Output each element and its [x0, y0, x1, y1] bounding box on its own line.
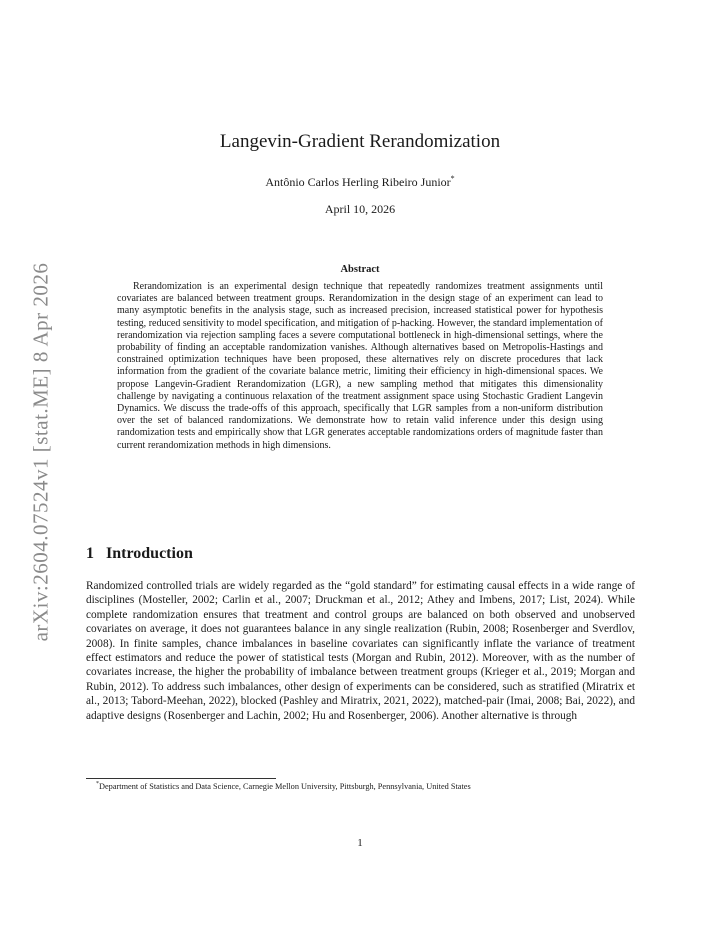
abstract-heading: Abstract [340, 264, 380, 275]
page-number: 1 [357, 837, 363, 849]
section-title: Introduction [106, 545, 193, 562]
paper-date: April 10, 2026 [324, 202, 396, 216]
author-footnote-mark: * [450, 174, 455, 183]
footnote-text: Department of Statistics and Data Science, Carnegie Mellon University, Pittsburgh, Pennsylvania, United States [99, 781, 471, 791]
footnote [96, 781, 471, 791]
introduction-text: Randomized controlled trials are widely regarded as the “gold standard” for estimating causal effects in a wide range of disciplines (Mosteller, 2002; Carlin et al., 2007; Druckman et al., 2012; Athey and Imbens, 2017; List, 2024). While complete randomization ensures that treatment and control groups are balanced on both observed and unobserved covariates on average, it does not guarantees balance in any single realization (Rubin, 2008; Rosenberger and Sverdlov, 2008). In finite samples, chance imbalances in baseline covariates can significantly inflate the variance of treatment effect estimators and reduce the power of statistical tests (Morgan and Rubin, 2012). Moreover, with as the number of covariates increase, the higher the probability of imbalance between treatment groups (Krieger et al., 2019; Morgan and Rubin, 2012). To address such imbalances, other design of experiments can be considered, such as stratified (Miratrix et al., 2013; Tabord-Meehan, 2022), blocked (Pashley and Miratrix, 2021, 2022), matched-pair (Imai, 2008; Bai, 2022), and adaptive designs (Rosenberger and Lachin, 2002; Hu and Rosenberger, 2006). Another alternative is through [86, 580, 635, 722]
abstract-text: Rerandomization is an experimental design technique that repeatedly randomizes treatment assignments until covariates are balanced between treatment groups. Rerandomization in the design stage of an experiment can lead to many asymptotic benefits in the analysis stage, such as increased precision, increased statistical power for hypothesis testing, reduced sensitivity to model specification, and mitigation of p-hacking. However, the standard implementation of rerandomization via rejection sampling faces a severe computational bottleneck in high-dimensional settings, where the probability of finding an acceptable randomization vanishes. Although alternatives based on Metropolis-Hastings and constrained optimization techniques have been proposed, these alternatives rely on discrete procedures that lack information from the gradient of the covariate balance metric, limiting their efficiency in high-dimensional spaces. We propose Langevin-Gradient Rerandomization (LGR), a new sampling method that mitigates this dimensionality challenge by navigating a continuous relaxation of the treatment assignment space using Stochastic Gradient Langevin Dynamics. We discuss the trade-offs of this approach, specifically that LGR samples from a non-uniform distribution over the set of balanced randomizations. We demonstrate how to retain valid inference under this design using randomization tests and empirically show that LGR generates acceptable randomizations orders of magnitude faster than current rerandomization methods in high dimensions. [117, 281, 603, 451]
author-name: Antônio Carlos Herling Ribeiro Junior [265, 175, 451, 189]
arxiv-identifier-stamp: arXiv:2604.07524v1 [stat.ME] 8 Apr 2026 [28, 262, 53, 642]
footnote-divider [86, 778, 276, 779]
paper-title: Langevin-Gradient Rerandomization [219, 131, 501, 152]
section-number: 1 [86, 545, 94, 562]
section-heading [86, 545, 193, 563]
footnote-mark: * [96, 781, 99, 787]
author-line [0, 174, 720, 190]
